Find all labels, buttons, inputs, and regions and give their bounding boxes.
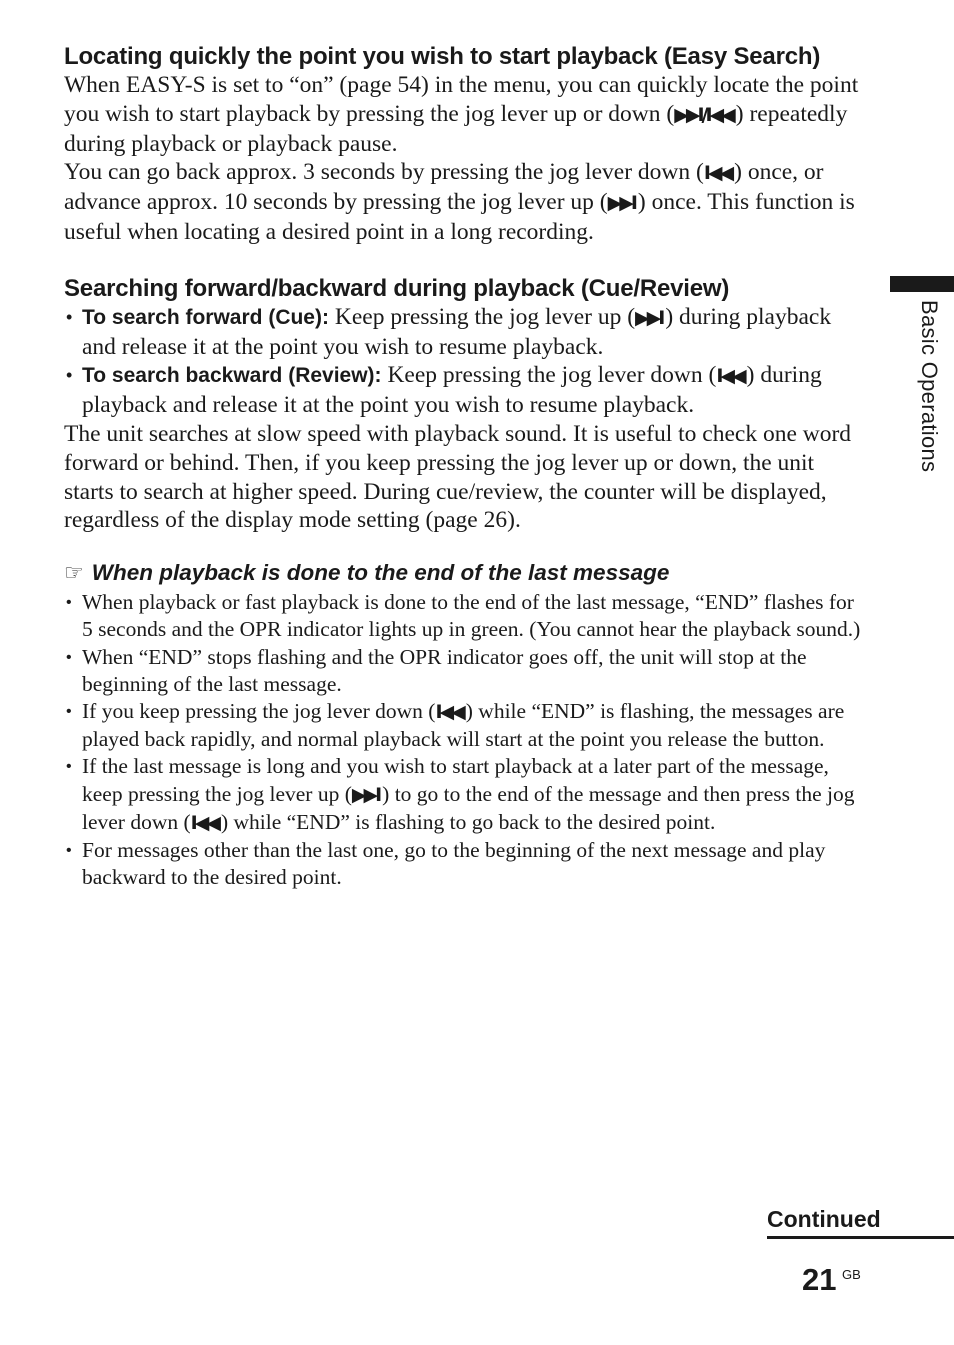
skip-forward-icon: ▶▶I xyxy=(351,783,380,806)
easy-search-paragraph-1: When EASY-S is set to “on” (page 54) in the menu, you can quickly locate the point you wish to start playback by pressing the jog lever up or down (▶▶I/I◀◀ ) repeatedly during playback or playback pause. xyxy=(64,72,859,157)
skip-back-icon: I◀◀ xyxy=(703,162,732,185)
section-tab-marker xyxy=(890,276,954,292)
list-item: • For messages other than the last one, go to the beginning of the next message and play backward to the desired point. xyxy=(64,837,864,891)
skip-back-icon: I◀◀ xyxy=(435,700,463,723)
list-item: • If you keep pressing the jog lever down (I◀◀ ) while “END” is flashing, the messages are played back rapidly, and normal playback will start at the point you release the button. xyxy=(64,698,864,753)
tip-list xyxy=(64,589,864,891)
pointing-hand-icon: ☞ xyxy=(64,561,84,587)
list-item: • If the last message is long and you wish to start playback at a later part of the message, keep pressing the jog lever up (▶▶I ) to go to the end of the message and then press the jog lever down (I◀◀ ) while “END” is flashing to go back to the desired point. xyxy=(64,753,864,837)
section-side-label: Basic Operations xyxy=(917,300,942,473)
easy-search-paragraph-2: You can go back approx. 3 seconds by pressing the jog lever down (I◀◀ ) once, or advance approx. 10 seconds by pressing the jog lever up (▶▶I ) once. This function is useful when locating a desired point in a long recording. xyxy=(64,159,855,245)
easy-search-heading: Locating quickly the point you wish to start playback (Easy Search) xyxy=(64,43,821,70)
continued-label: Continued xyxy=(767,1206,881,1232)
list-item: • To search backward (Review): Keep pressing the jog lever down (I◀◀ ) during playback and release it at the point you wish to resume playback. xyxy=(64,361,864,420)
skip-back-icon: I◀◀ xyxy=(716,365,744,388)
skip-back-icon: I◀◀ xyxy=(190,811,218,834)
cue-review-list xyxy=(64,303,864,420)
list-item: • When “END” stops flashing and the OPR indicator goes off, the unit will stop at the beginning of the last message. xyxy=(64,644,864,698)
page-content xyxy=(64,42,864,891)
tip-heading: ☞ When playback is done to the end of the last message xyxy=(64,560,670,587)
continued-rule xyxy=(767,1236,954,1239)
skip-forward-icon: ▶▶I xyxy=(635,306,663,329)
skip-forward-back-icon: ▶▶I/I◀◀ xyxy=(674,103,733,126)
cue-review-heading: Searching forward/backward during playback (Cue/Review) xyxy=(64,274,730,302)
skip-forward-icon: ▶▶I xyxy=(607,192,635,215)
list-item: • When playback or fast playback is done to the end of the last message, “END” flashes for 5 seconds and the OPR indicator lights up in green. (You cannot hear the playback sound.) xyxy=(64,589,864,643)
page-number: 21 xyxy=(802,1262,837,1297)
page-number-suffix: GB xyxy=(842,1267,861,1282)
list-item: • To search forward (Cue): Keep pressing the jog lever up (▶▶I ) during playback and release it at the point you wish to resume playback. xyxy=(64,303,864,362)
cue-review-paragraph: The unit searches at slow speed with playback sound. It is useful to check one word forward or behind. Then, if you keep pressing the jog lever up or down, the unit starts to search at higher speed. During cue/review, the counter will be displayed, regardless of the display mode setting (page 26). xyxy=(64,420,852,534)
